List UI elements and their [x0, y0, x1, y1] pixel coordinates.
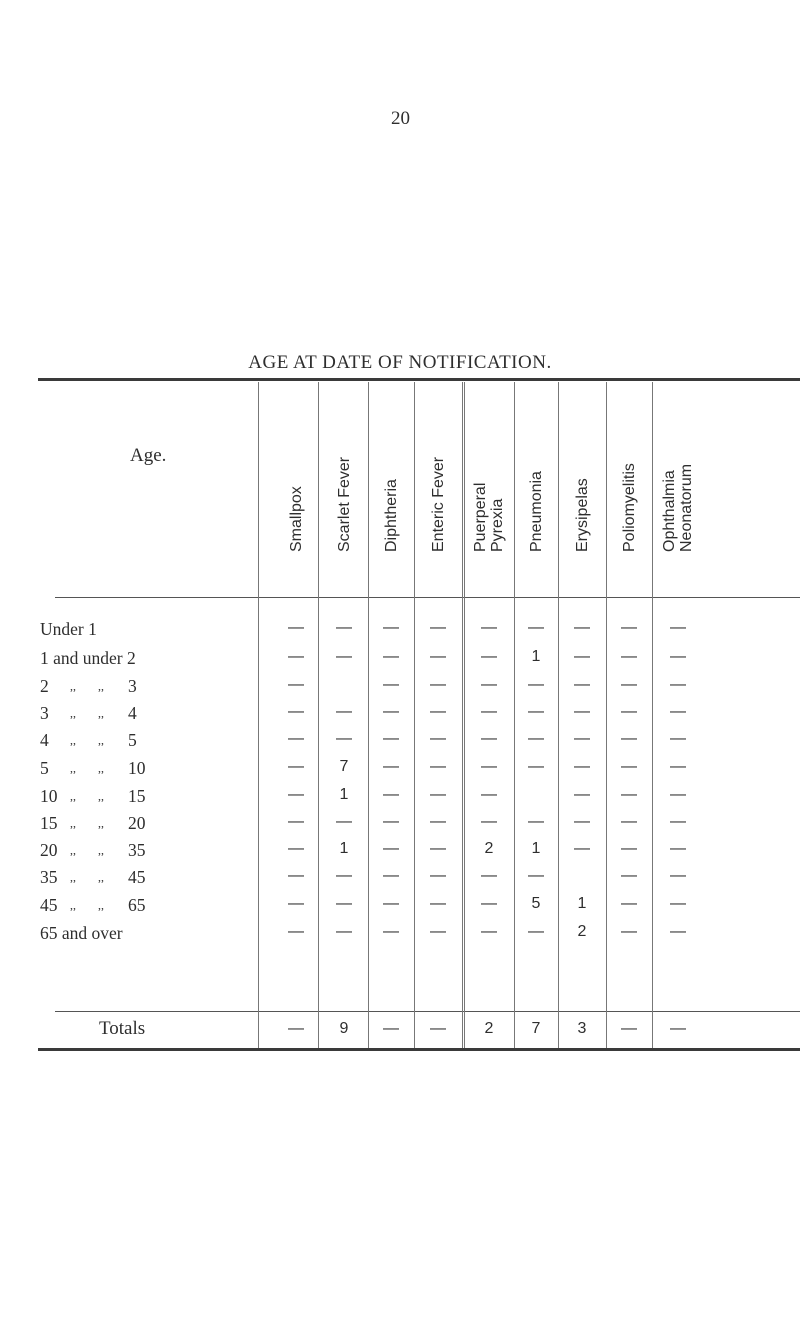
ditto-mark: ,, — [70, 679, 76, 693]
ditto-mark: ,, — [98, 816, 104, 830]
row-label-to: 35 — [128, 840, 146, 860]
table-cell: — — [621, 676, 637, 693]
row-label — [40, 758, 146, 779]
table-cell: — — [670, 730, 686, 747]
totals-cell: 7 — [531, 1020, 541, 1037]
table-cell: — — [481, 923, 497, 940]
table-cell: — — [481, 895, 497, 912]
column-header-line: Ophthalmia — [661, 470, 678, 552]
table-cell: — — [481, 703, 497, 720]
totals-cell: — — [288, 1020, 304, 1037]
row-label — [40, 867, 146, 888]
table-cell: — — [670, 840, 686, 857]
table-cell: 1 — [339, 840, 349, 857]
row-label-from: 45 — [40, 895, 58, 915]
table-cell: 1 — [531, 648, 541, 665]
table-cell: — — [336, 895, 352, 912]
table-cell: — — [621, 758, 637, 775]
page-number: 20 — [391, 108, 410, 129]
table-cell: — — [670, 676, 686, 693]
ditto-mark: ,, — [98, 789, 104, 803]
table-cell: — — [481, 676, 497, 693]
table-cell: — — [383, 758, 399, 775]
row-label-from: 20 — [40, 840, 58, 860]
table-cell: — — [430, 730, 446, 747]
row-label-from: 10 — [40, 786, 58, 806]
table-cell: — — [288, 786, 304, 803]
totals-cell: — — [670, 1020, 686, 1037]
row-label — [40, 703, 137, 724]
table-cell: — — [621, 867, 637, 884]
column-divider — [414, 382, 415, 1048]
table-cell: — — [430, 895, 446, 912]
table-cell: — — [288, 648, 304, 665]
table-cell: — — [481, 619, 497, 636]
table-cell: — — [430, 703, 446, 720]
table-cell: — — [670, 786, 686, 803]
totals-cell: 9 — [339, 1020, 349, 1037]
table-cell: — — [670, 813, 686, 830]
table-cell: — — [383, 786, 399, 803]
ditto-mark: ,, — [70, 706, 76, 720]
table-cell: — — [430, 619, 446, 636]
row-label — [40, 840, 146, 861]
table-cell: — — [528, 867, 544, 884]
table-cell: 1 — [339, 786, 349, 803]
column-header: Erysipelas — [573, 478, 591, 552]
table-cell: — — [621, 703, 637, 720]
table-cell: — — [288, 813, 304, 830]
table-cell: 2 — [484, 840, 494, 857]
ditto-mark: ,, — [70, 789, 76, 803]
table-cell: — — [288, 703, 304, 720]
table-cell: — — [574, 619, 590, 636]
table-cell: — — [336, 867, 352, 884]
table-cell: — — [383, 676, 399, 693]
row-label: 65 and over — [40, 923, 123, 943]
table-cell: — — [528, 676, 544, 693]
ditto-mark: ,, — [98, 870, 104, 884]
table-cell: 5 — [531, 895, 541, 912]
ditto-mark: ,, — [98, 679, 104, 693]
ditto-mark: ,, — [98, 843, 104, 857]
ditto-mark: ,, — [70, 733, 76, 747]
table-cell: — — [621, 619, 637, 636]
table-cell: — — [621, 923, 637, 940]
table-cell: — — [430, 923, 446, 940]
bottom-rule — [38, 1048, 800, 1051]
table-cell: — — [383, 895, 399, 912]
table-cell: — — [336, 923, 352, 940]
table-cell: — — [383, 619, 399, 636]
table-title: AGE AT DATE OF NOTIFICATION. — [248, 352, 552, 373]
table-cell: — — [336, 648, 352, 665]
header-rule — [55, 597, 800, 598]
table-cell: — — [288, 840, 304, 857]
table-cell: — — [383, 867, 399, 884]
column-header — [472, 352, 506, 552]
ditto-mark: ,, — [98, 761, 104, 775]
table-cell: — — [288, 758, 304, 775]
table-cell: — — [383, 648, 399, 665]
totals-cell: — — [621, 1020, 637, 1037]
table-cell: — — [574, 786, 590, 803]
column-divider — [652, 382, 653, 1048]
column-header: Smallpox — [287, 486, 305, 552]
row-label — [40, 730, 137, 751]
totals-label: Totals — [99, 1018, 146, 1039]
table-cell: — — [383, 840, 399, 857]
table-cell: — — [481, 867, 497, 884]
row-label-from: 2 — [40, 676, 49, 696]
column-header: Enteric Fever — [429, 456, 447, 552]
table-cell: — — [383, 730, 399, 747]
row-label-to: 5 — [128, 730, 137, 750]
column-header-line: Pyrexia — [489, 498, 506, 552]
table-cell: — — [528, 619, 544, 636]
table-cell: — — [430, 840, 446, 857]
row-label-to: 3 — [128, 676, 137, 696]
table-cell: — — [481, 648, 497, 665]
row-label-to: 20 — [128, 813, 146, 833]
table-cell: — — [288, 923, 304, 940]
totals-cell: — — [383, 1020, 399, 1037]
table-cell: — — [383, 703, 399, 720]
table-cell: — — [670, 703, 686, 720]
table-cell: — — [670, 648, 686, 665]
table-cell: — — [430, 867, 446, 884]
table-cell: — — [336, 619, 352, 636]
table-cell: — — [621, 730, 637, 747]
table-cell: — — [670, 867, 686, 884]
ditto-mark: ,, — [70, 761, 76, 775]
column-divider — [368, 382, 369, 1048]
table-cell: — — [383, 923, 399, 940]
column-header-line: Neonatorum — [678, 463, 695, 552]
column-header: Poliomyelitis — [620, 463, 638, 552]
row-label-to: 15 — [128, 786, 146, 806]
ditto-mark: ,, — [70, 870, 76, 884]
ditto-mark: ,, — [98, 898, 104, 912]
table-cell: — — [288, 730, 304, 747]
table-cell: — — [621, 895, 637, 912]
table-cell: — — [528, 703, 544, 720]
row-label: Under 1 — [40, 619, 97, 639]
row-label-from: 4 — [40, 730, 49, 750]
table-cell: — — [670, 758, 686, 775]
table-cell: — — [670, 923, 686, 940]
table-cell: — — [481, 813, 497, 830]
row-label-from: 5 — [40, 758, 49, 778]
table-cell: — — [528, 758, 544, 775]
table-cell: 7 — [339, 758, 349, 775]
row-label — [40, 813, 146, 834]
row-label — [40, 895, 146, 916]
table-cell: — — [430, 786, 446, 803]
row-label-from: 15 — [40, 813, 58, 833]
row-label — [40, 676, 137, 697]
table-cell: — — [574, 813, 590, 830]
row-label-to: 45 — [128, 867, 146, 887]
ditto-mark: ,, — [98, 733, 104, 747]
table-cell: — — [621, 786, 637, 803]
table-cell: — — [574, 703, 590, 720]
column-header — [661, 352, 695, 552]
table-cell: — — [574, 648, 590, 665]
table-cell: — — [430, 758, 446, 775]
column-header: Diphtheria — [382, 479, 400, 552]
table-cell: — — [336, 703, 352, 720]
totals-cell: 3 — [577, 1020, 587, 1037]
row-label-to: 10 — [128, 758, 146, 778]
table-cell: — — [621, 840, 637, 857]
row-label-from: 3 — [40, 703, 49, 723]
table-cell: — — [336, 813, 352, 830]
ditto-mark: ,, — [98, 706, 104, 720]
table-cell: — — [288, 619, 304, 636]
row-label — [40, 786, 146, 807]
row-label-to: 65 — [128, 895, 146, 915]
table-cell: — — [621, 813, 637, 830]
table-cell: — — [574, 676, 590, 693]
table-cell: 1 — [577, 895, 587, 912]
table-cell: — — [670, 895, 686, 912]
table-cell: — — [430, 648, 446, 665]
row-label: 1 and under 2 — [40, 648, 136, 668]
table-cell: — — [621, 648, 637, 665]
totals-cell: — — [430, 1020, 446, 1037]
table-cell: — — [574, 840, 590, 857]
ditto-mark: ,, — [70, 816, 76, 830]
table-cell: — — [383, 813, 399, 830]
table-cell: — — [430, 676, 446, 693]
column-divider — [514, 382, 515, 1048]
table-cell: — — [336, 730, 352, 747]
column-header-line: Puerperal — [472, 482, 489, 552]
table-cell: — — [574, 730, 590, 747]
column-divider — [558, 382, 559, 1048]
column-header: Scarlet Fever — [335, 456, 353, 552]
table-cell: — — [481, 758, 497, 775]
column-divider — [606, 382, 607, 1048]
column-divider — [462, 382, 465, 1048]
table-cell: — — [430, 813, 446, 830]
totals-rule — [55, 1011, 800, 1012]
column-divider — [318, 382, 319, 1048]
column-header: Pneumonia — [527, 471, 545, 552]
table-cell: — — [670, 619, 686, 636]
table-cell: — — [574, 758, 590, 775]
age-header: Age. — [130, 445, 167, 466]
ditto-mark: ,, — [70, 843, 76, 857]
table-cell: — — [288, 867, 304, 884]
row-label-to: 4 — [128, 703, 137, 723]
table-cell: 1 — [531, 840, 541, 857]
table-cell: — — [481, 730, 497, 747]
row-label-from: 35 — [40, 867, 58, 887]
totals-cell: 2 — [484, 1020, 494, 1037]
table-cell: 2 — [577, 923, 587, 940]
table-cell: — — [528, 730, 544, 747]
table-cell: — — [528, 813, 544, 830]
ditto-mark: ,, — [70, 898, 76, 912]
table-cell: — — [481, 786, 497, 803]
table-cell: — — [288, 676, 304, 693]
table-cell: — — [288, 895, 304, 912]
table-cell: — — [528, 923, 544, 940]
column-divider — [258, 382, 259, 1048]
